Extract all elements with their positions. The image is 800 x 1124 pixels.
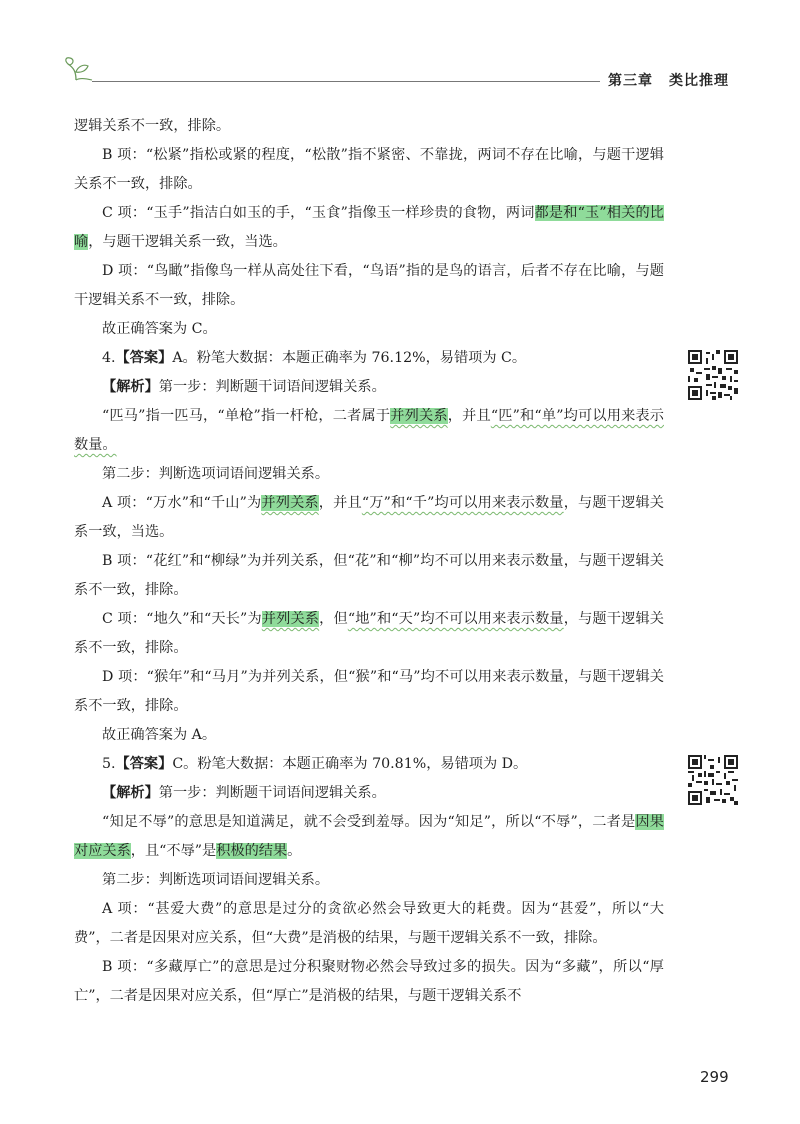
paragraph-p3 bbox=[74, 257, 664, 315]
text-segment: 4. bbox=[102, 350, 116, 366]
paragraph-p19 bbox=[74, 953, 664, 1011]
text-segment: “匹马”指一匹马，“单枪”指一杆枪，二者属于 bbox=[102, 408, 391, 424]
paragraph-p0 bbox=[74, 112, 664, 141]
qr-code-icon[interactable] bbox=[688, 350, 738, 400]
highlighted-text: 都是和“玉”相关的比喻 bbox=[74, 205, 664, 250]
qr-code-icon[interactable] bbox=[688, 755, 738, 805]
paragraph-p14 bbox=[74, 750, 664, 779]
underlined-text: “万”和“千”均可以用来表示数量 bbox=[361, 495, 564, 511]
highlighted-text: 并列关系 bbox=[261, 495, 319, 511]
text-segment: 逻辑关系不一致，排除。 bbox=[74, 118, 231, 134]
text-segment: A。粉笔大数据：本题正确率为 76.12%，易错项为 C。 bbox=[172, 350, 527, 366]
paragraph-p7 bbox=[74, 402, 664, 460]
paragraph-p1 bbox=[74, 141, 664, 199]
paragraph-p17 bbox=[74, 866, 664, 895]
underlined-text: “地”和“天”均不可以用来表示数量 bbox=[347, 611, 564, 627]
label-text: 【答案】 bbox=[115, 756, 173, 772]
paragraph-p16 bbox=[74, 808, 664, 866]
paragraph-p13 bbox=[74, 721, 664, 750]
highlighted-text: 积极的结果 bbox=[216, 843, 288, 859]
text-segment: A 项：“甚爱大费”的意思是过分的贪欲必然会导致更大的耗费。因为“甚爱”，所以“大费”，二者是因果对应关系，但“大费”是消极的结果，与题干逻辑关系不一致，排除。 bbox=[74, 901, 664, 946]
text-segment: ，并且 bbox=[318, 495, 362, 511]
text-segment: ，且“不辱”是 bbox=[130, 843, 217, 859]
chapter-header bbox=[608, 70, 729, 90]
chapter-title: 类比推理 bbox=[669, 73, 729, 89]
text-segment: 5. bbox=[102, 756, 116, 772]
text-segment: C。粉笔大数据：本题正确率为 70.81%，易错项为 D。 bbox=[172, 756, 528, 772]
paragraph-p18 bbox=[74, 895, 664, 953]
label-text: 【答案】 bbox=[115, 350, 173, 366]
sprout-icon bbox=[62, 56, 96, 82]
underlined-text: “匹”和“单”均可以用来表示数量。 bbox=[74, 408, 664, 453]
text-segment: ，与题干逻辑关系一致，当选。 bbox=[88, 234, 287, 250]
paragraph-p11 bbox=[74, 605, 664, 663]
text-segment: C 项：“玉手”指洁白如玉的手，“玉食”指像玉一样珍贵的食物，两词 bbox=[102, 205, 535, 221]
text-segment: B 项：“松紧”指松或紧的程度，“松散”指不紧密、不靠拢，两词不存在比喻，与题干逻辑关系不一致，排除。 bbox=[74, 147, 664, 192]
answer-explanation-body bbox=[74, 112, 664, 1011]
paragraph-p4 bbox=[74, 315, 664, 344]
text-segment: 第一步：判断题干词语间逻辑关系。 bbox=[158, 379, 386, 395]
text-segment: 。 bbox=[287, 843, 302, 859]
text-segment: 故正确答案为 C。 bbox=[102, 321, 217, 337]
text-segment: 故正确答案为 A。 bbox=[102, 727, 217, 743]
text-segment: 第二步：判断选项词语间逻辑关系。 bbox=[102, 466, 330, 482]
label-text: 【解析】 bbox=[102, 379, 159, 395]
text-segment: C 项：“地久”和“天长”为 bbox=[102, 611, 262, 627]
highlighted-text: 并列关系 bbox=[261, 611, 320, 627]
text-segment: D 项：“猴年”和“马月”为并列关系，但“猴”和“马”均不可以用来表示数量，与题干逻辑关系不一致，排除。 bbox=[74, 669, 664, 714]
text-segment: ，但 bbox=[319, 611, 348, 627]
text-segment: D 项：“鸟瞰”指像鸟一样从高处往下看，“鸟语”指的是鸟的语言，后者不存在比喻，与题干逻辑关系不一致，排除。 bbox=[74, 263, 664, 308]
paragraph-p6 bbox=[74, 373, 664, 402]
label-text: 【解析】 bbox=[102, 785, 159, 801]
paragraph-p15 bbox=[74, 779, 664, 808]
paragraph-p9 bbox=[74, 489, 664, 547]
chapter-number: 第三章 bbox=[608, 73, 653, 89]
text-segment: 第一步：判断题干词语间逻辑关系。 bbox=[158, 785, 386, 801]
text-segment: B 项：“花红”和“柳绿”为并列关系，但“花”和“柳”均不可以用来表示数量，与题干逻辑关系不一致，排除。 bbox=[74, 553, 664, 598]
paragraph-p12 bbox=[74, 663, 664, 721]
text-segment: ，与题干逻辑关系一致，当选。 bbox=[74, 495, 664, 540]
paragraph-p8 bbox=[74, 460, 664, 489]
paragraph-p10 bbox=[74, 547, 664, 605]
paragraph-p5 bbox=[74, 344, 664, 373]
text-segment: 第二步：判断选项词语间逻辑关系。 bbox=[102, 872, 330, 888]
header-rule bbox=[92, 81, 600, 82]
page-number: 299 bbox=[700, 1068, 729, 1086]
text-segment: ，并且 bbox=[447, 408, 491, 424]
text-segment: B 项：“多藏厚亡”的意思是过分积聚财物必然会导致过多的损失。因为“多藏”，所以“厚亡”，二者是因果对应关系，但“厚亡”是消极的结果，与题干逻辑关系不 bbox=[74, 959, 664, 1004]
text-segment: A 项：“万水”和“千山”为 bbox=[102, 495, 262, 511]
text-segment: ，与题干逻辑关系不一致，排除。 bbox=[74, 611, 664, 656]
highlighted-text: 并列关系 bbox=[390, 408, 448, 424]
text-segment: “知足不辱”的意思是知道满足，就不会受到羞辱。因为“知足”，所以“不辱”，二者是 bbox=[102, 814, 636, 830]
highlighted-text: 因果对应关系 bbox=[74, 814, 664, 859]
paragraph-p2 bbox=[74, 199, 664, 257]
